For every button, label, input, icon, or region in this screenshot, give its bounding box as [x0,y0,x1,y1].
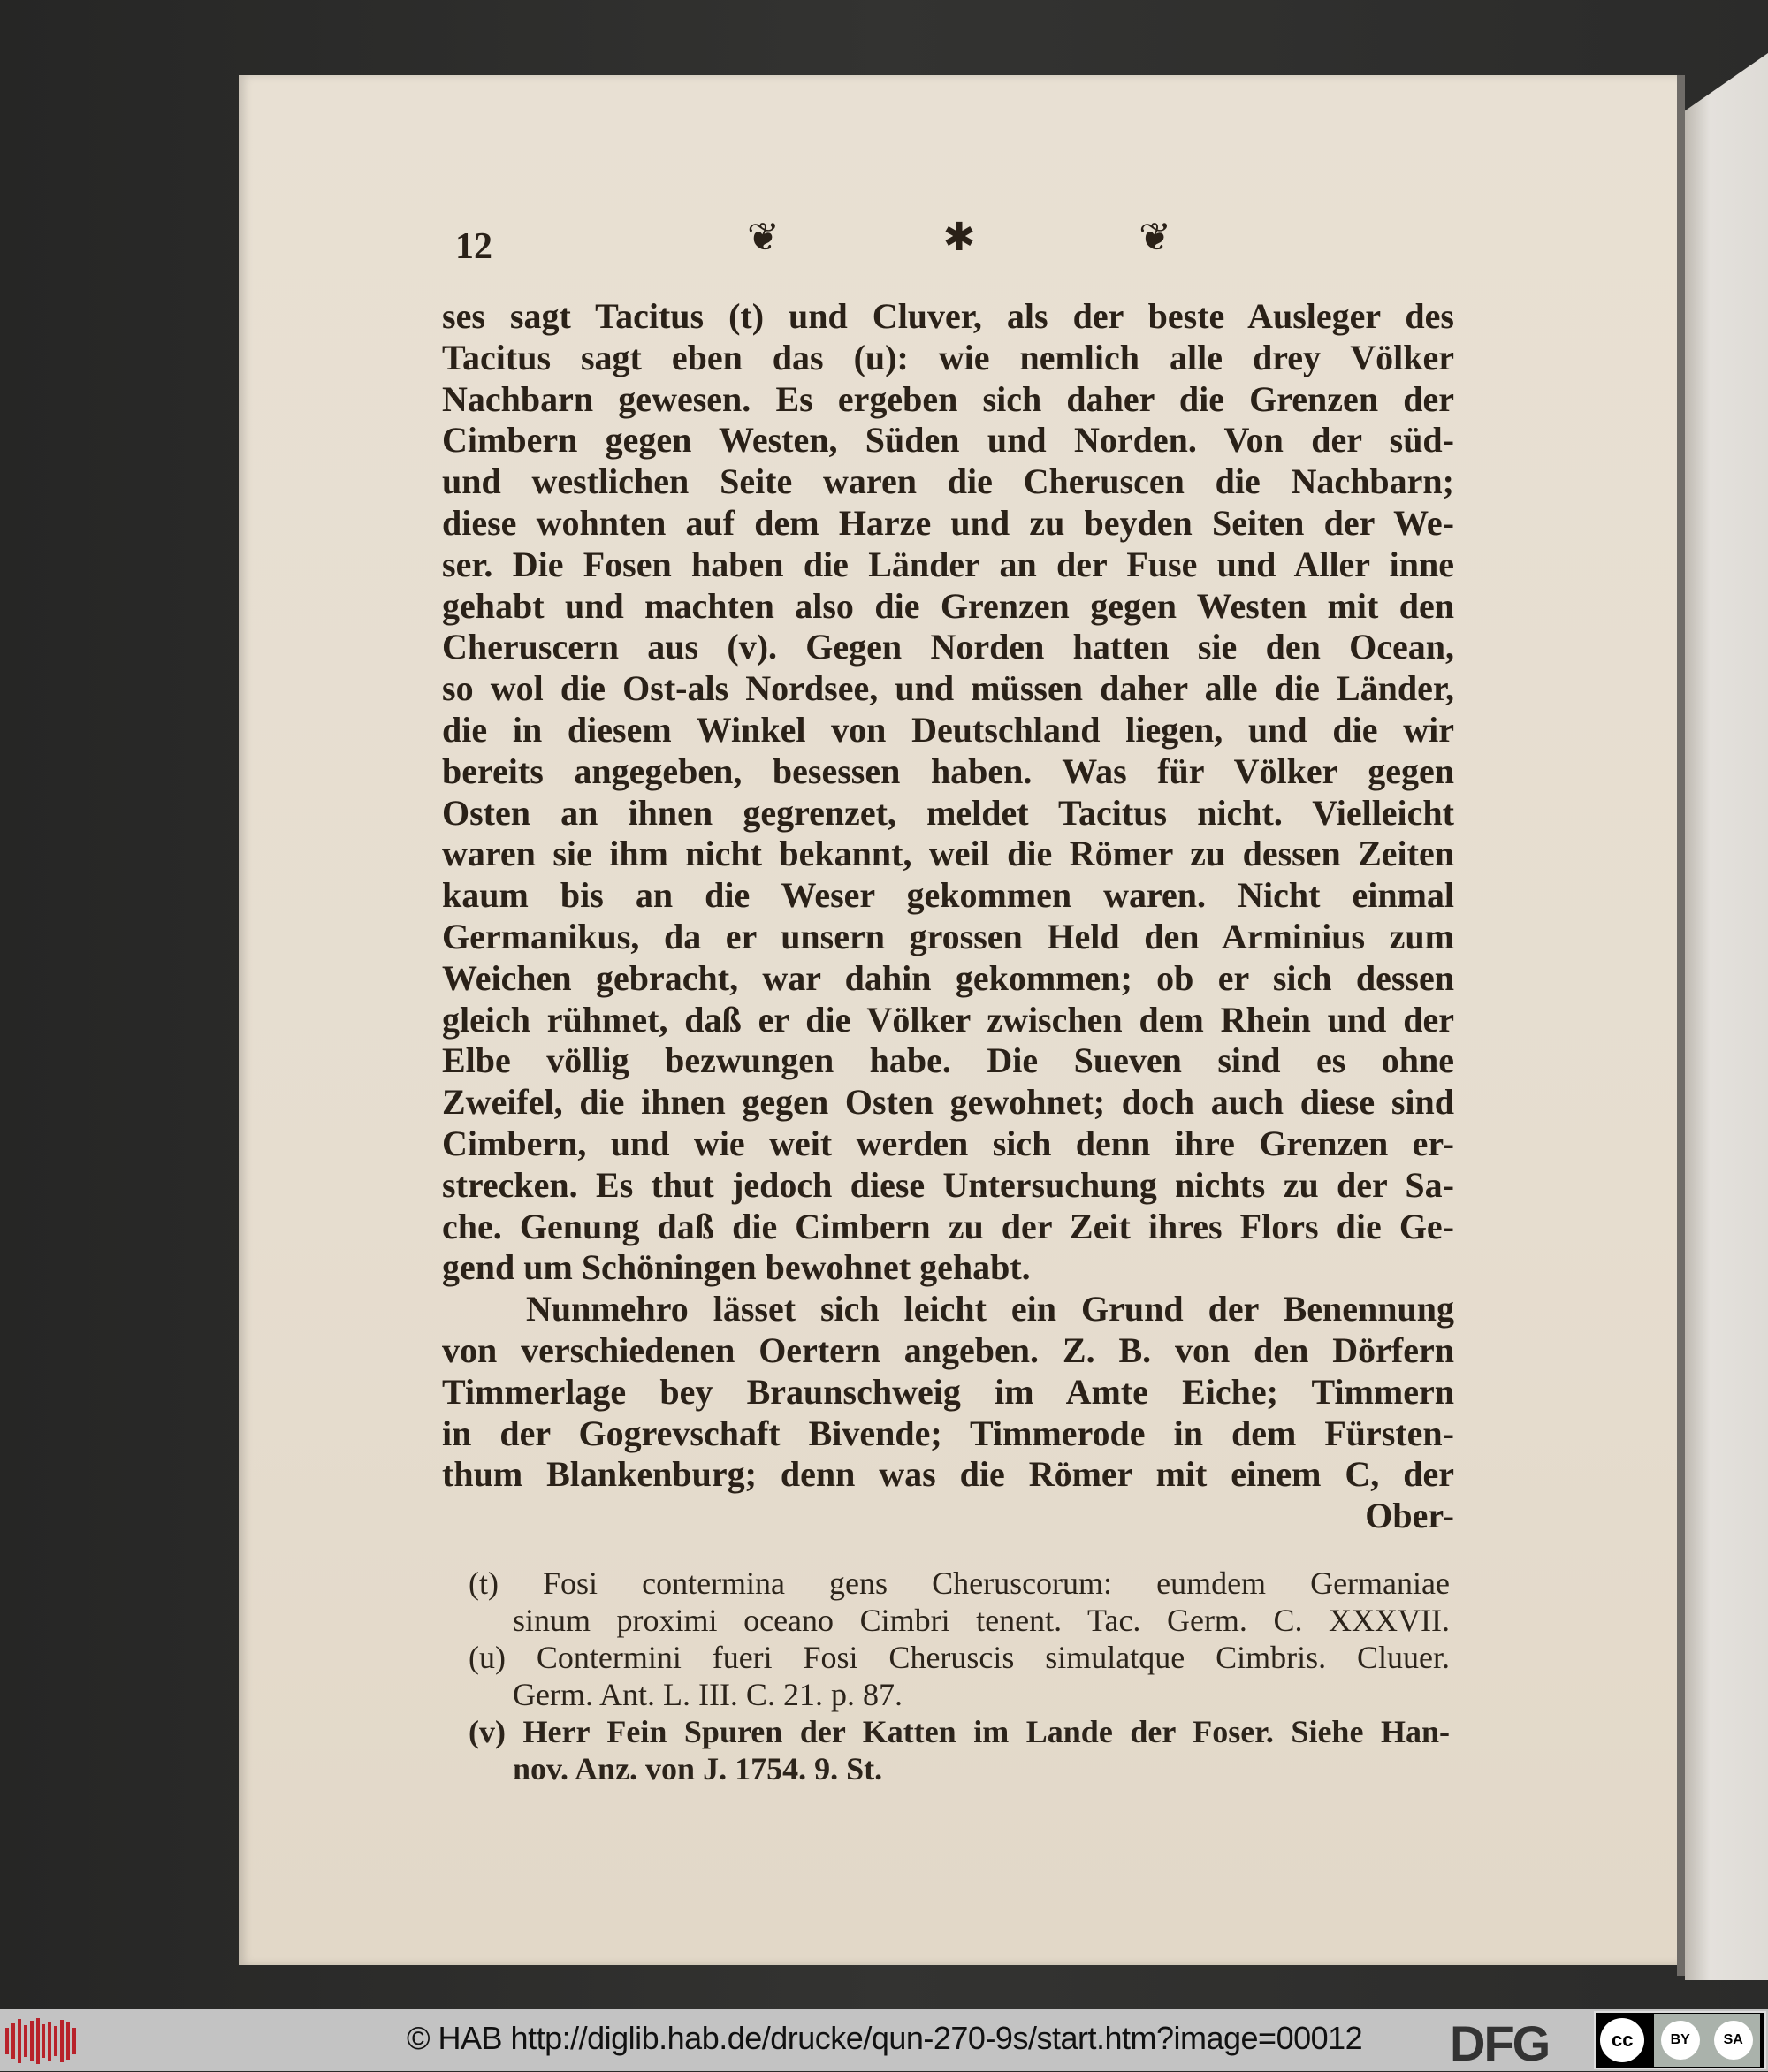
body-line: die in diesem Winkel von Deutschland liegen, und die wir [442,709,1454,750]
body-line: bereits angegeben, besessen haben. Was für Völker gegen [442,750,1454,791]
logo-bar [48,2022,51,2061]
header-ornament [747,210,1171,263]
logo-bar [36,2018,40,2064]
body-line: kaum bis an die Weser gekommen waren. Nicht einmal [442,875,1454,916]
footnote-line: (v) Herr Fein Spuren der Katten im Lande der Foser. Siehe Han- [469,1714,1450,1749]
body-line: strecken. Es thut jedoch diese Untersuchung nichts zu der Sa- [442,1164,1454,1205]
logo-bar [30,2021,34,2061]
logo-bar [24,2025,27,2057]
body-line: Nunmehro lässet sich leicht ein Grund der Benennung [526,1289,1454,1329]
body-line: waren sie ihm nicht bekannt, weil die Römer zu dessen Zeiten [442,834,1454,874]
logo-bar [54,2026,57,2056]
footnote-line: (t) Fosi contermina gens Cheruscorum: eumdem Germaniae [469,1565,1450,1601]
body-line: diese wohnten auf dem Harze und zu beyden Seiten der We- [442,502,1454,543]
logo-bar [18,2019,21,2063]
cc-icon: cc [1600,2018,1644,2062]
page-number: 12 [455,226,492,267]
body-line: Weichen gebracht, war dahin gekommen; ob er sich dessen [442,957,1454,998]
logo-bar [60,2020,64,2062]
sa-icon: SA [1714,2021,1753,2060]
body-line: Timmerlage bey Braunschweig im Amte Eiche; Timmern [442,1371,1454,1412]
footnotes [469,1565,1450,1787]
body-line: Nachbarn gewesen. Es ergeben sich daher die Grenzen der [442,378,1454,419]
body-line: Tacitus sagt eben das (u): wie nemlich alle drey Völker [442,337,1454,377]
ornament-right: ❦ [1139,215,1171,259]
footnote-line: nov. Anz. von J. 1754. 9. St. [513,1751,883,1786]
body-line: ses sagt Tacitus (t) und Cluver, als der beste Ausleger des [442,296,1454,336]
page-gutter [1677,75,1685,1976]
logo-bar [66,2022,70,2060]
body-line: thum Blankenburg; denn was die Römer mit einem C, der [442,1454,1454,1495]
logo-bar [5,2028,9,2054]
body-line: von verschiedenen Oertern angeben. Z. B. von den Dörfern [442,1329,1454,1370]
body-line: Cheruscern aus (v). Gegen Norden hatten sie den Ocean, [442,627,1454,667]
footnote-line: Germ. Ant. L. III. C. 21. p. 87. [513,1677,903,1712]
footnote-line: (u) Contermini fueri Fosi Cheruscis simulatque Cimbris. Cluuer. [469,1640,1450,1675]
body-line: und westlichen Seite waren die Cheruscen die Nachbarn; [442,461,1454,502]
dfg-logo: DFG [1450,2015,1550,2071]
body-line: Osten an ihnen gegrenzet, meldet Tacitus nicht. Vielleicht [442,792,1454,833]
cc-license-badge[interactable] [1594,2011,1766,2069]
facing-page-edge [1685,53,1768,1980]
body-line: Cimbern gegen Westen, Süden und Norden. Von der süd- [442,420,1454,461]
body-line: gend um Schöningen bewohnet gehabt. [442,1247,1031,1288]
ornament-left: ❦ [747,215,780,259]
copyright-url[interactable]: © HAB http://diglib.hab.de/drucke/qun-270-9s/start.htm?image=00012 [407,2020,1363,2056]
ornament-center: ✱ [942,215,976,259]
body-line: ser. Die Fosen haben die Länder an der Fuse und Aller inne [442,544,1454,584]
body-line: so wol die Ost-als Nordsee, und müssen daher alle die Länder, [442,668,1454,709]
body-line: che. Genung daß die Cimbern zu der Zeit ihres Flors die Ge- [442,1206,1454,1246]
logo-bar [72,2028,76,2054]
body-line: gleich rühmet, daß er die Völker zwischen dem Rhein und der [442,999,1454,1040]
footnote-line: sinum proximi oceano Cimbri tenent. Tac. Germ. C. XXXVII. [513,1603,1450,1638]
body-line: Germanikus, da er unsern grossen Held den Arminius zum [442,916,1454,956]
body-text [442,296,1454,1537]
body-line: Cimbern, und wie weit werden sich denn ihre Grenzen er- [442,1123,1454,1163]
body-line: in der Gogrevschaft Bivende; Timmerode in dem Fürsten- [442,1413,1454,1453]
hab-logo-icon [5,2018,76,2064]
footer-bar [0,2009,1768,2071]
by-icon: BY [1661,2021,1700,2060]
logo-bar [11,2023,15,2059]
body-line: Ober- [1365,1496,1454,1536]
body-line: gehabt und machten also die Grenzen gegen Westen mit den [442,585,1454,626]
body-line: Elbe völlig bezwungen habe. Die Sueven sind es ohne [442,1040,1454,1081]
logo-bar [42,2024,46,2058]
body-line: Zweifel, die ihnen gegen Osten gewohnet; doch auch diese sind [442,1082,1454,1123]
